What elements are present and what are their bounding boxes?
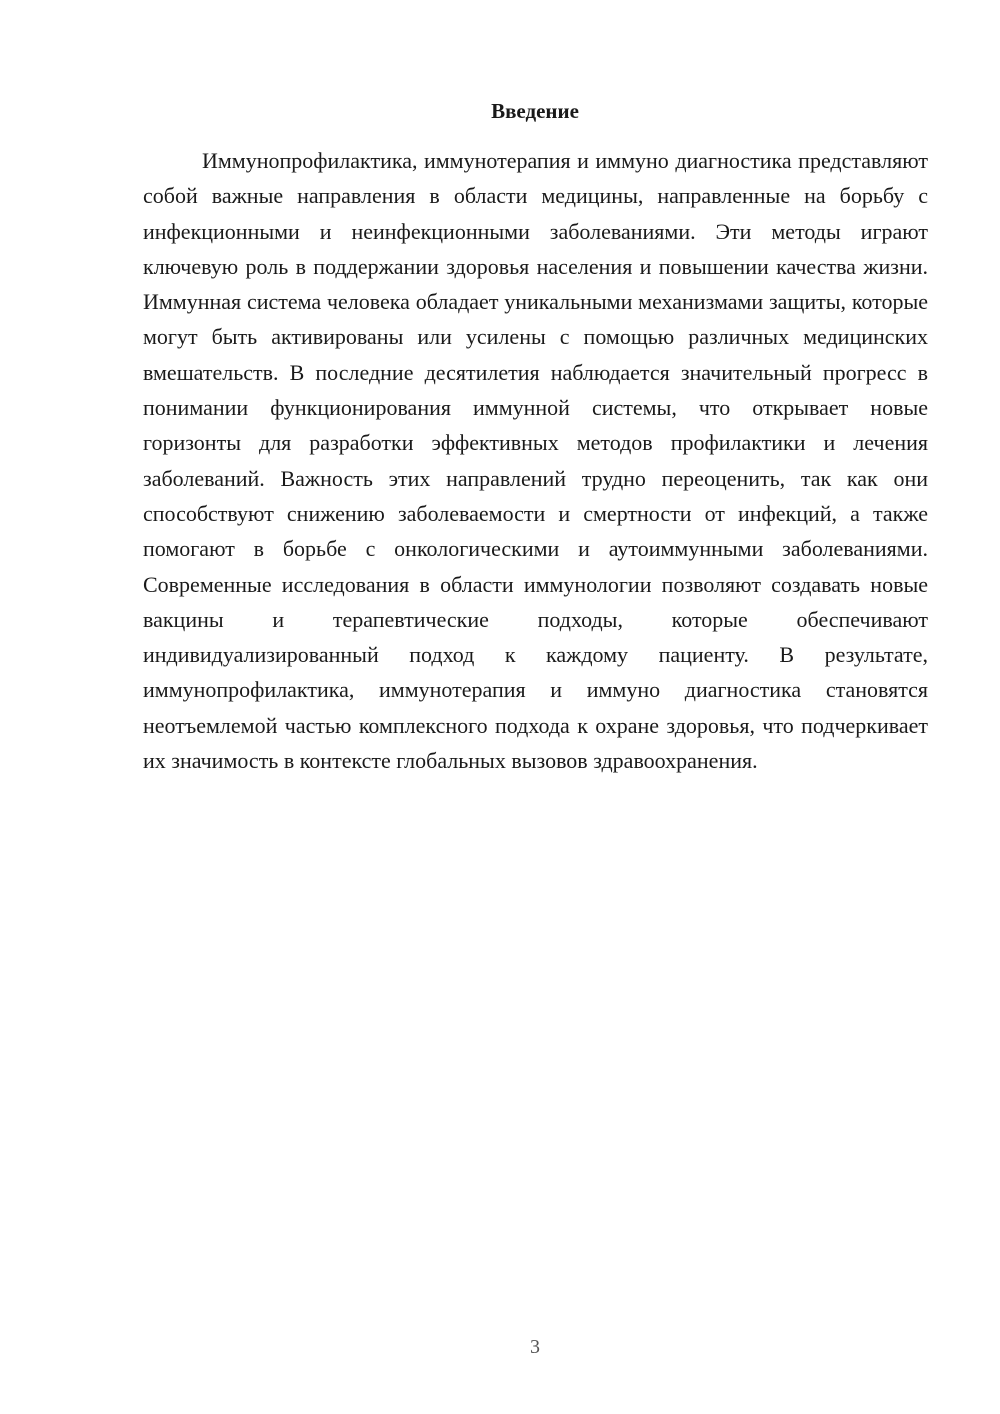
page-number: 3 — [530, 1336, 540, 1358]
body-paragraph: Иммунопрофилактика, иммунотерапия и иммуно диагностика представляют собой важные направления в области медицины, направленные на борьбу с инфекционными и неинфекционными заболеваниями. Эти методы играют ключевую роль в поддержании здоровья населения и повышении качества жизни. Иммунная система человека обладает уникальными механизмами защиты, которые могут быть активированы или усилены с помощью различных медицинских вмешательств. В последние десятилетия наблюдается значительный прогресс в понимании функционирования иммунной системы, что открывает новые горизонты для разработки эффективных методов профилактики и лечения заболеваний. Важность этих направлений трудно переоценить, так как они способствуют снижению заболеваемости и смертности от инфекций, а также помогают в борьбе с онкологическими и аутоиммунными заболеваниями. Современные исследования в области иммунологии позволяют создавать новые вакцины и терапевтические подходы, которые обеспечивают индивидуализированный подход к каждому пациенту. В результате, иммунопрофилактика, иммунотерапия и иммуно диагностика становятся неотъемлемой частью комплексного подхода к охране здоровья, что подчеркивает их значимость в контексте глобальных вызовов здравоохранения. — [143, 148, 928, 774]
section-heading: Введение — [491, 99, 579, 123]
